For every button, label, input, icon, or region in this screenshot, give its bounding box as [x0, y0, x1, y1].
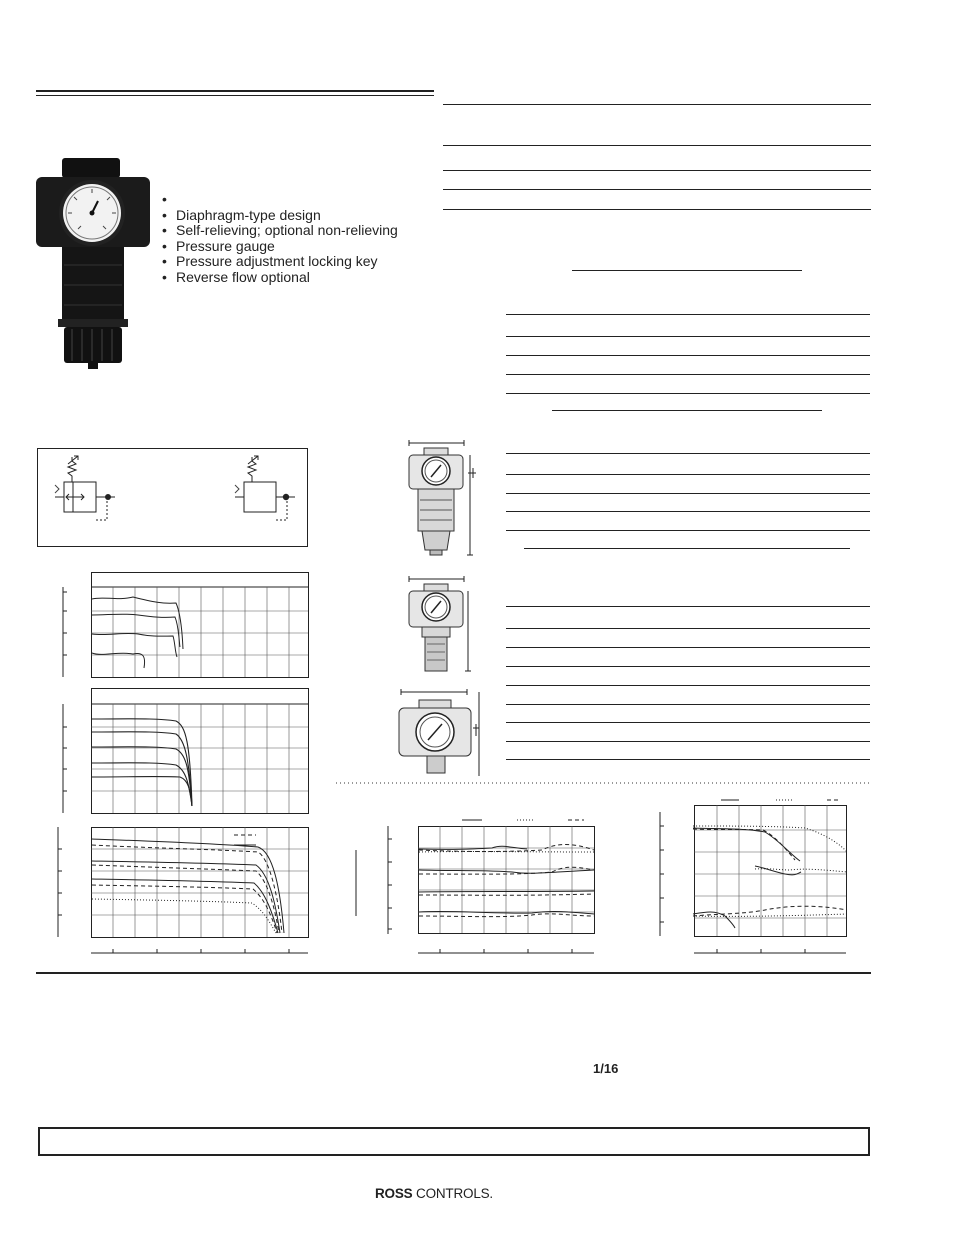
feature-item: • Self-relieving; optional non-relieving	[162, 223, 398, 239]
dimension-drawing-2	[402, 574, 482, 679]
regulator-photo	[34, 155, 154, 370]
regulation-chart-3	[655, 796, 855, 961]
top-rule-thick	[36, 90, 434, 92]
page-number: 1/16	[593, 1061, 619, 1076]
features-list	[162, 192, 398, 286]
flow-chart-2	[58, 688, 313, 814]
regulation-chart-1	[58, 827, 318, 962]
symbol-box	[37, 448, 308, 547]
dimension-drawing-1	[402, 438, 482, 558]
footer-box	[38, 1127, 870, 1156]
brand-rest: CONTROLS.	[412, 1186, 493, 1201]
non-relieving-symbol	[235, 456, 295, 520]
brand-bold: ROSS	[375, 1186, 413, 1201]
dimension-drawing-3	[395, 688, 485, 780]
feature-item: • Reverse flow optional	[162, 270, 398, 286]
top-rule-thin	[36, 95, 434, 96]
feature-item: • Diaphragm-type design	[162, 208, 398, 224]
brand-logo	[375, 1186, 493, 1201]
feature-item: • Pressure adjustment locking key	[162, 254, 398, 270]
flow-chart-1	[58, 572, 313, 682]
bottom-rule	[36, 972, 871, 974]
feature-item	[162, 192, 398, 208]
dotted-separator	[336, 782, 872, 785]
feature-item: • Pressure gauge	[162, 239, 398, 255]
regulation-chart-2	[352, 812, 602, 962]
relieving-symbol	[55, 456, 115, 520]
